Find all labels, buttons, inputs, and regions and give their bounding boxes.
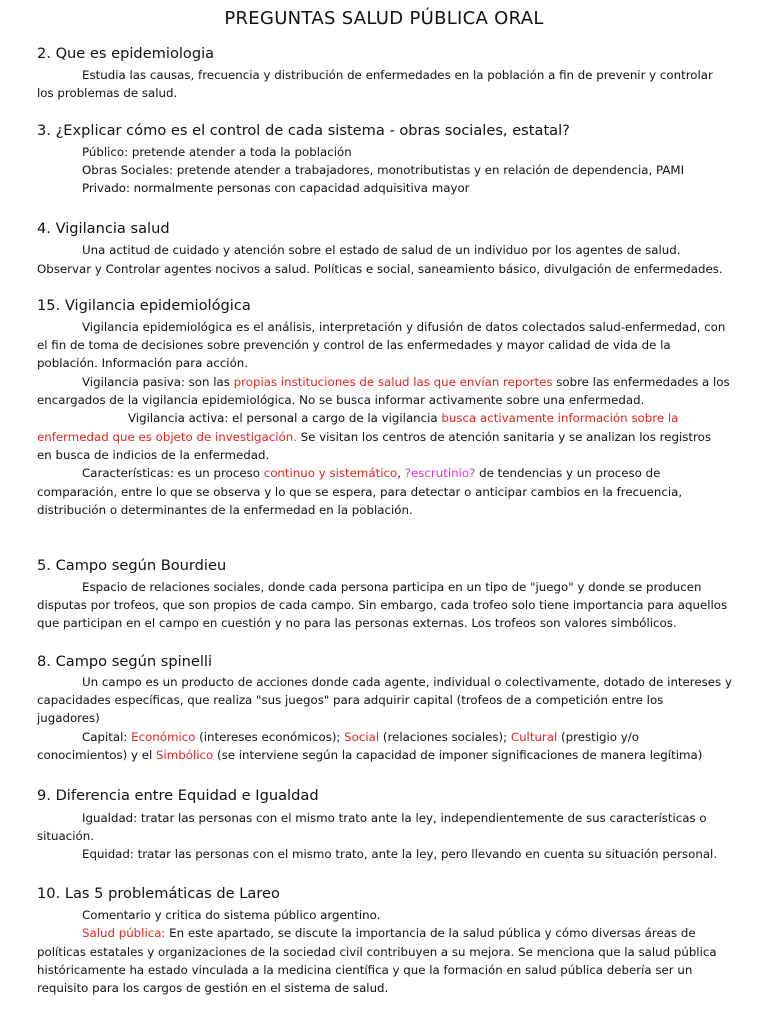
equidad-line-1: Equidad: tratar las personas con el mismo trato, ante la ley, pero llevando en cuenta su situación personal.	[82, 847, 718, 861]
capital-cultural-desc: (prestigio y/o	[557, 730, 639, 744]
section-3-privado: Privado: normalmente personas con capacidad adquisitiva mayor	[82, 181, 470, 195]
vigilancia-pasiva-text: sobre las enfermedades a los	[552, 375, 730, 389]
capital-line-2	[37, 746, 702, 764]
section-15-p1-line-2: el fin de toma de decisiones sobre prevención y control de las enfermedades y mayor calidad de vida de la	[37, 338, 671, 352]
caracteristicas-line-3: distribución o determinantes de la enfermedad en la población.	[37, 503, 413, 517]
section-15-p1-line-1: Vigilancia epidemiológica es el análisis, interpretación y difusión de datos colectados salud-enfermedad, con	[82, 320, 726, 334]
vigilancia-pasiva-label: Vigilancia pasiva: son las	[82, 375, 234, 389]
caracteristicas-separator: ,	[397, 466, 405, 480]
vigilancia-activa-highlight: busca activamente información sobre la	[441, 411, 679, 425]
section-5-text-line-1: Espacio de relaciones sociales, donde cada persona participa en un tipo de "juego" y donde se producen	[82, 580, 702, 594]
section-10-text-line-5: requisito para los cargos de gestión en el sistema de salud.	[37, 981, 389, 995]
section-2-text-line-2: los problemas de salud.	[37, 86, 178, 100]
salud-publica-line-1	[82, 924, 696, 942]
section-3-obras-sociales: Obras Sociales: pretende atender a trabajadores, monotributistas y en relación de dependencia, PAMI	[82, 163, 685, 177]
section-8-text-line-1: Un campo es un producto de acciones donde cada agente, individual o colectivamente, dotado de intereses y	[82, 675, 732, 689]
capital-social: Social	[344, 730, 380, 744]
capital-social-desc: (relaciones sociales);	[379, 730, 511, 744]
section-2-heading: 2. Que es epidemiologia	[37, 45, 215, 62]
section-8-text-line-2: capacidades específicas, que realiza "sus juegos" para adquirir capital (trofeos de a competición entre los	[37, 693, 664, 707]
caracteristicas-line-1	[82, 464, 660, 482]
section-4-heading: 4. Vigilancia salud	[37, 220, 170, 237]
section-2-text-line-1: Estudia las causas, frecuencia y distribución de enfermedades en la población a fin de prevenir y controlar	[82, 68, 713, 82]
salud-publica-label: Salud pública:	[82, 926, 166, 940]
section-15-heading: 15. Vigilancia epidemiológica	[37, 297, 251, 314]
capital-economico-desc: (intereses económicos);	[195, 730, 345, 744]
section-10-text-line-3: políticas estatales y organizaciones de la sociedad civil contribuyen a su mejora. Se menciona que la salud pública	[37, 945, 717, 959]
caracteristicas-highlight: continuo y sistemático	[263, 466, 398, 480]
section-5-heading: 5. Campo según Bourdieu	[37, 557, 227, 574]
section-4-text-line-2: Observar y Controlar agentes nocivos a salud. Políticas e social, saneamiento básico, divulgación de enfermedades.	[37, 262, 723, 276]
vigilancia-activa-label: Vigilancia activa: el personal a cargo de la vigilancia	[128, 411, 442, 425]
section-5-text-line-3: que participan en el campo en cuestión y no para las personas externas. Los trofeos son valores simbólicos.	[37, 616, 677, 630]
section-10-heading: 10. Las 5 problemáticas de Lareo	[37, 885, 280, 902]
vigilancia-activa-highlight-2: enfermedad que es objeto de investigación.	[37, 430, 297, 444]
salud-publica-text: En este apartado, se discute la importancia de la salud pública y cómo diversas áreas de	[165, 926, 696, 940]
caracteristicas-label: Características: es un proceso	[82, 466, 264, 480]
capital-line-1	[82, 728, 639, 746]
vigilancia-activa-line-3: en busca de indicios de la enfermedad.	[37, 448, 270, 462]
caracteristicas-line-2: comparación, entre lo que se observa y lo que se espera, para detectar o anticipar cambios en la frecuencia,	[37, 485, 683, 499]
vigilancia-activa-text: Se visitan los centros de atención sanitaria y se analizan los registros	[296, 430, 712, 444]
vigilancia-pasiva-highlight: propias instituciones de salud las que envían reportes	[233, 375, 553, 389]
vigilancia-pasiva-line-2: encargados de la vigilancia epidemiológica. No se busca informar activamente sobre una enfermedad.	[37, 393, 645, 407]
section-10-text-line-4: históricamente ha estado vinculada a la medicina científica y que la formación en salud pública debería ser un	[37, 963, 693, 977]
section-8-text-line-3: jugadores)	[37, 711, 100, 725]
capital-cultural: Cultural	[510, 730, 558, 744]
igualdad-line-1: Igualdad: tratar las personas con el mismo trato ante la ley, independientemente de sus características o	[82, 811, 707, 825]
capital-conocimientos: conocimientos) y el	[37, 748, 157, 762]
section-3-publico: Público: pretende atender a toda la población	[82, 145, 352, 159]
section-9-heading: 9. Diferencia entre Equidad e Igualdad	[37, 787, 319, 804]
igualdad-line-2: situación.	[37, 829, 94, 843]
vigilancia-activa-line-1	[128, 409, 678, 427]
capital-simbolico: Simbólico	[156, 748, 214, 762]
section-15-p1-line-3: población. Información para acción.	[37, 356, 249, 370]
vigilancia-activa-line-2	[37, 428, 711, 446]
capital-label: Capital:	[82, 730, 132, 744]
section-4-text-line-1: Una actitud de cuidado y atención sobre el estado de salud de un individuo por los agentes de salud.	[82, 243, 681, 257]
capital-economico: Económico	[131, 730, 196, 744]
section-8-heading: 8. Campo según spinelli	[37, 653, 213, 670]
caracteristicas-question: ?escrutinio?	[404, 466, 476, 480]
capital-simbolico-desc: (se interviene según la capacidad de imponer significaciones de manera legítima)	[213, 748, 703, 762]
section-10-text-line-1: Comentario y critica do sistema público argentino.	[82, 908, 381, 922]
caracteristicas-text: de tendencias y un proceso de	[475, 466, 661, 480]
vigilancia-pasiva-line-1	[82, 373, 730, 391]
page-title: PREGUNTAS SALUD PÚBLICA ORAL	[224, 8, 544, 29]
section-5-text-line-2: disputas por trofeos, que son propios de cada campo. Sin embargo, cada trofeo solo tiene importancia para aquellos	[37, 598, 728, 612]
section-3-heading: 3. ¿Explicar cómo es el control de cada sistema - obras sociales, estatal?	[37, 122, 570, 139]
